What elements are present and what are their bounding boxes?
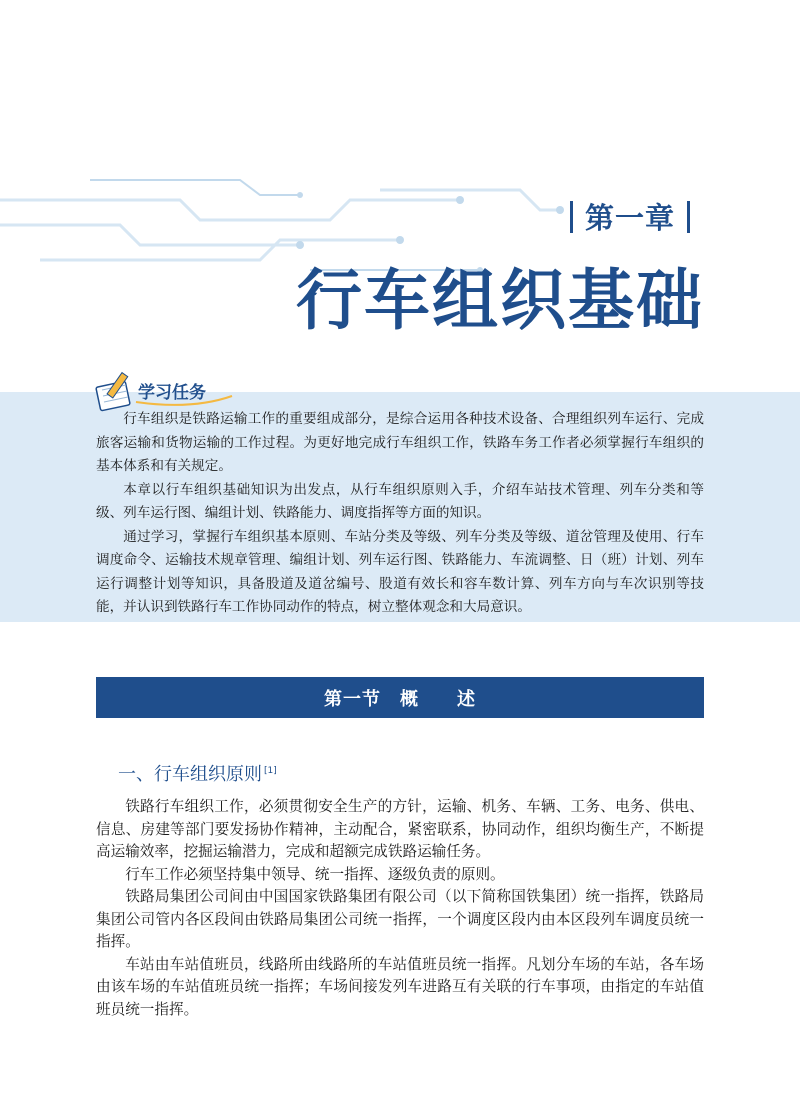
section-title: 第一节 概 述 (96, 677, 704, 718)
task-paragraph: 通过学习，掌握行车组织基本原则、车站分类及等级、列车分类及等级、道岔管理及使用、行车调度命令、运输技术规章管理、编组计划、列车运行图、铁路能力、车流调整、日（班）计划、列车运行调整计划等知识，具备股道及道岔编号、股道有效长和容车数计算、列车方向与车次识别等技能，并认识到铁路行车工作协同动作的特点，树立整体观念和大局意识。 (96, 528, 704, 615)
task-heading-text: 学习任务 (138, 383, 206, 403)
chapter-label-bar-left (570, 201, 573, 233)
chapter-label-bar-right (687, 201, 690, 233)
body-paragraph: 铁路行车组织工作，必须贯彻安全生产的方针，运输、机务、车辆、工务、电务、供电、信息、房建等部门要发扬协作精神，主动配合，紧密联系，协同动作，组织均衡生产，不断提高运输效率，挖掘运输潜力，完成和超额完成铁路运输任务。 (96, 798, 704, 860)
body-text (96, 796, 704, 1021)
chapter-title: 行车组织基础 (296, 262, 704, 339)
task-body (96, 408, 704, 620)
task-paragraph: 行车组织是铁路运输工作的重要组成部分，是综合运用各种技术设备、合理组织列车运行、完成旅客运输和货物运输的工作过程。为更好地完成行车组织工作，铁路车务工作者必须掌握行车组织的基本体系和有关规定。 (96, 411, 704, 474)
body-paragraph: 车站由车站值班员，线路所由线路所的车站值班员统一指挥。凡划分车场的车站，各车场由该车场的车站值班员统一指挥；车场间接发列车进路互有关联的行车事项，由指定的车站值班员统一指挥。 (96, 955, 704, 1018)
task-paragraph: 本章以行车组织基础知识为出发点，从行车组织原则入手，介绍车站技术管理、列车分类和等级、列车运行图、编组计划、铁路能力、调度指挥等方面的知识。 (96, 481, 704, 521)
body-paragraph: 铁路局集团公司间由中国国家铁路集团有限公司（以下简称国铁集团）统一指挥，铁路局集团公司管内各区段间由铁路局集团公司统一指挥，一个调度区段内由本区段列车调度员统一指挥。 (96, 888, 704, 950)
body-paragraph: 行车工作必须坚持集中领导、统一指挥、逐级负责的原则。 (125, 865, 505, 883)
subsection-title (118, 760, 277, 786)
chapter-label (558, 196, 702, 237)
subsection-title-text: 一、行车组织原则 (118, 764, 262, 785)
footnote-marker: [1] (264, 766, 277, 776)
chapter-label-text: 第一章 (584, 201, 675, 235)
